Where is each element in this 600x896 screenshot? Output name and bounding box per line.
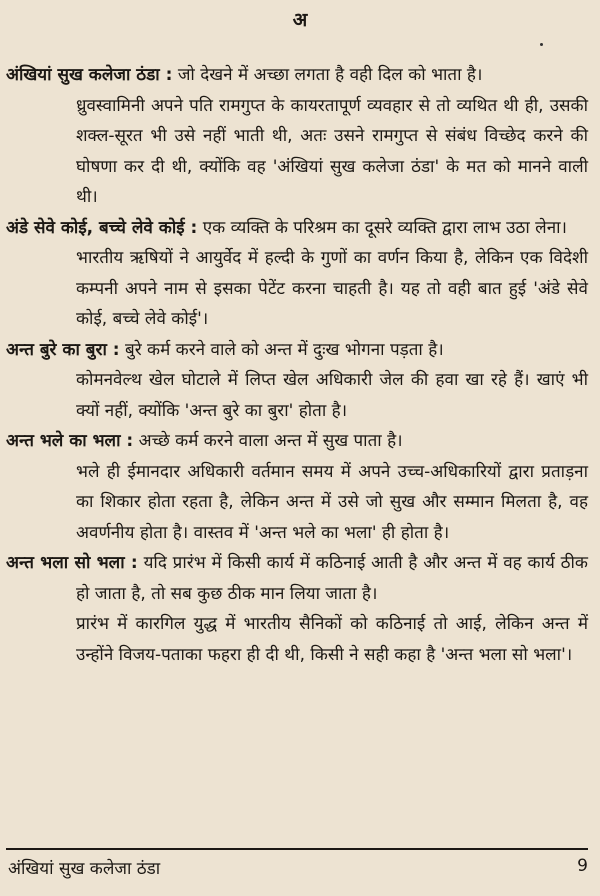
idiom-definition bbox=[6, 548, 588, 609]
idiom-meaning: अच्छे कर्म करने वाला अन्त में सुख पाता है। bbox=[138, 431, 403, 451]
page-footer bbox=[8, 856, 588, 879]
page-number: 9 bbox=[577, 856, 588, 876]
idiom-meaning: बुरे कर्म करने वाले को अन्त में दुःख भोगना पड़ता है। bbox=[124, 339, 444, 360]
idiom-definition bbox=[6, 213, 588, 244]
idiom-list bbox=[6, 60, 588, 670]
idiom-example: प्रारंभ में कारगिल युद्ध में भारतीय सैनिकों को कठिनाई तो आई, लेकिन अन्त में उन्होंने विजय-पताका फहरा ही दी थी, किसी ने सही कहा है 'अन्त भला सो भला'। bbox=[76, 614, 588, 665]
running-title: अंखियां सुख कलेजा ठंडा bbox=[8, 859, 161, 879]
idiom-term: अंखियां सुख कलेजा ठंडा : bbox=[6, 65, 173, 85]
section-letter: अ bbox=[292, 9, 308, 31]
idiom-entry bbox=[6, 213, 588, 335]
idiom-term: अन्त बुरे का बुरा : bbox=[6, 339, 120, 360]
idiom-definition bbox=[6, 335, 588, 366]
idiom-term: अंडे सेवे कोई, बच्चे लेवे कोई : bbox=[6, 217, 198, 238]
idiom-entry bbox=[6, 335, 588, 427]
idiom-entry bbox=[6, 426, 588, 548]
idiom-term: अन्त भले का भला : bbox=[6, 431, 134, 451]
idiom-definition bbox=[6, 60, 588, 91]
idiom-example: ध्रुवस्वामिनी अपने पति रामगुप्त के कायरतापूर्ण व्यवहार से तो व्यथित थी ही, उसकी शक्ल-सूरत भी उसे नहीं भाती थी, अतः उसने रामगुप्त से संबंध विच्छेद करने की घोषणा कर दी थी, क्योंकि वह 'अंखियां सुख कलेजा ठंडा' के मत को मानने वाली थी। bbox=[76, 95, 588, 207]
idiom-meaning: एक व्यक्ति के परिश्रम का दूसरे व्यक्ति द्वारा लाभ उठा लेना। bbox=[202, 217, 567, 238]
print-speck bbox=[540, 43, 543, 46]
idiom-entry bbox=[6, 548, 588, 670]
idiom-example: कोमनवेल्थ खेल घोटाले में लिप्त खेल अधिकारी जेल की हवा खा रहे हैं। खाएं भी क्यों नहीं, क्योंकि 'अन्त बुरे का बुरा' होता है। bbox=[76, 370, 588, 421]
idiom-entry bbox=[6, 60, 588, 213]
footer-divider bbox=[6, 848, 588, 850]
idiom-definition bbox=[6, 426, 588, 457]
idiom-meaning: जो देखने में अच्छा लगता है वही दिल को भाता है। bbox=[177, 65, 483, 85]
idiom-meaning: यदि प्रारंभ में किसी कार्य में कठिनाई आती है और अन्त में वह कार्य ठीक हो जाता है, तो सब कुछ ठीक मान लिया जाता है। bbox=[76, 553, 588, 604]
idiom-term: अन्त भला सो भला : bbox=[6, 553, 138, 573]
idiom-example: भले ही ईमानदार अधिकारी वर्तमान समय में अपने उच्च-अधिकारियों द्वारा प्रताड़ना का शिकार होता रहता है, लेकिन अन्त में उसे जो सुख और सम्मान मिलता है, वह अवर्णनीय होता है। वास्तव में 'अन्त भले का भला' ही होता है। bbox=[76, 461, 588, 543]
idiom-example: भारतीय ऋषियों ने आयुर्वेद में हल्दी के गुणों का वर्णन किया है, लेकिन एक विदेशी कम्पनी अपने नाम से इसका पेटेंट करना चाहती है। यह तो वही बात हुई 'अंडे सेवे कोई, बच्चे लेवे कोई'। bbox=[76, 248, 588, 329]
